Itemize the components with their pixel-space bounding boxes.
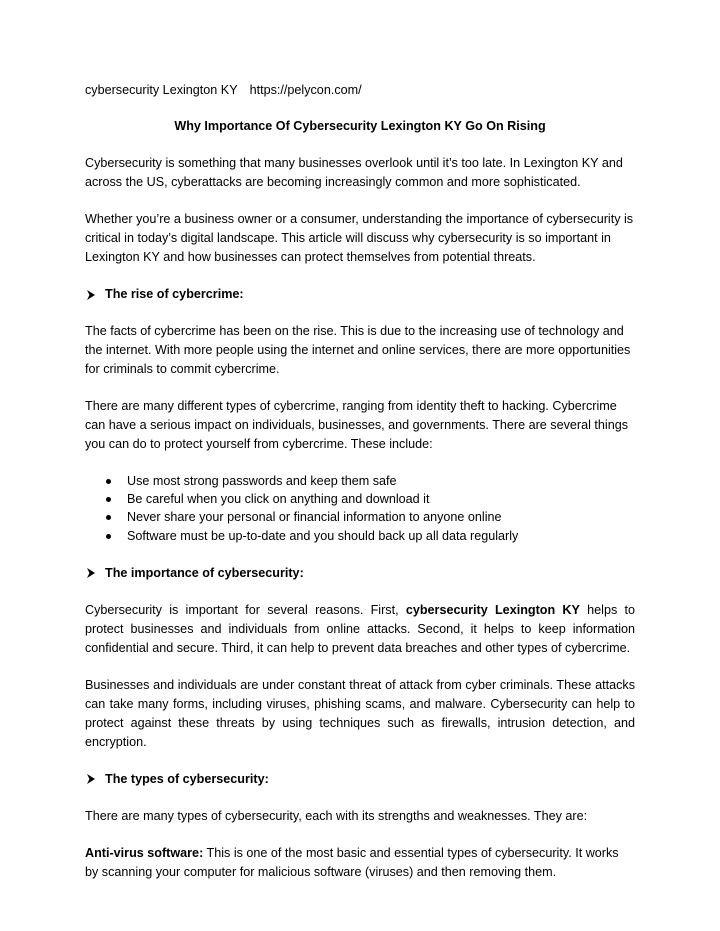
section1-paragraph-2: There are many different types of cybercrime, ranging from identity theft to hacking. Cybercrime can have a serious impact on individuals, businesses, and governments. There are several things you can do to protect yourself from cybercrime. These include: bbox=[85, 399, 629, 451]
section2-p1-rest: helps to protect businesses and individuals from online attacks. Second, it helps to keep information confidential and secure. Third, it can help to prevent data breaches and other types of cybercrime. bbox=[85, 602, 635, 655]
intro-paragraph-2: Whether you’re a business owner or a consumer, understanding the importance of cybersecurity is critical in today’s digital landscape. This article will discuss why cybersecurity is so important in Lexington KY and how businesses can protect themselves from potential threats. bbox=[85, 212, 634, 264]
section-heading-importance-of-cybersecurity bbox=[85, 564, 635, 583]
document-title: Why Importance Of Cybersecurity Lexington KY Go On Rising bbox=[174, 119, 546, 133]
section-heading-text: The types of cybersecurity: bbox=[105, 771, 269, 786]
section-heading-rise-of-cybercrime bbox=[85, 285, 635, 304]
section-heading-text: The rise of cybercrime: bbox=[105, 287, 244, 301]
list-item bbox=[85, 509, 635, 527]
section2-p1-keyword: cybersecurity Lexington KY bbox=[405, 602, 580, 617]
list-item-text: Be careful when you click on anything and download it bbox=[127, 492, 430, 507]
disc-bullet-icon bbox=[106, 479, 111, 484]
list-item-text: Never share your personal or financial information to anyone online bbox=[127, 510, 502, 525]
header-url: https://pelycon.com/ bbox=[249, 83, 362, 97]
list-item bbox=[85, 490, 635, 508]
list-item bbox=[85, 527, 635, 545]
section-heading-text: The importance of cybersecurity: bbox=[105, 565, 304, 580]
section3-paragraph-1: There are many types of cybersecurity, each with its strengths and weaknesses. They are: bbox=[85, 808, 588, 823]
section2-paragraph-1 bbox=[85, 601, 635, 658]
arrowhead-bullet-icon bbox=[87, 774, 95, 784]
section2-paragraph-2: Businesses and individuals are under constant threat of attack from cyber criminals. These attacks can take many forms, including viruses, phishing scams, and malware. Cybersecurity can help to protect against these threats by using techniques such as firewalls, intrusion detection, and encryption. bbox=[85, 677, 635, 749]
disc-bullet-icon bbox=[106, 515, 111, 520]
arrowhead-bullet-icon bbox=[87, 290, 95, 300]
intro-paragraph-1: Cybersecurity is something that many businesses overlook until it’s too late. In Lexington KY and across the US, cyberattacks are becoming increasingly common and more sophisticated. bbox=[85, 156, 623, 189]
list-item-text: Use most strong passwords and keep them safe bbox=[127, 473, 397, 488]
disc-bullet-icon bbox=[106, 534, 111, 539]
section2-p1-lead: Cybersecurity is important for several reasons. First, bbox=[85, 602, 406, 617]
header-site-name: cybersecurity Lexington KY bbox=[85, 83, 238, 97]
disc-bullet-icon bbox=[106, 497, 111, 502]
list-item bbox=[85, 472, 635, 490]
section3-paragraph-2 bbox=[85, 844, 635, 882]
anti-virus-term: Anti-virus software: bbox=[85, 845, 204, 860]
list-item-text: Software must be up-to-date and you should back up all data regularly bbox=[127, 528, 519, 543]
section-heading-types-of-cybersecurity bbox=[85, 770, 635, 789]
anti-virus-description: This is one of the most basic and essential types of cybersecurity. It works by scanning your computer for malicious software (viruses) and then removing them. bbox=[85, 845, 619, 879]
document-header bbox=[85, 81, 635, 100]
section1-paragraph-1: The facts of cybercrime has been on the rise. This is due to the increasing use of technology and the internet. With more people using the internet and online services, there are more opportunities for criminals to commit cybercrime. bbox=[85, 324, 631, 376]
tips-bullet-list bbox=[85, 472, 635, 546]
arrowhead-bullet-icon bbox=[87, 568, 95, 578]
